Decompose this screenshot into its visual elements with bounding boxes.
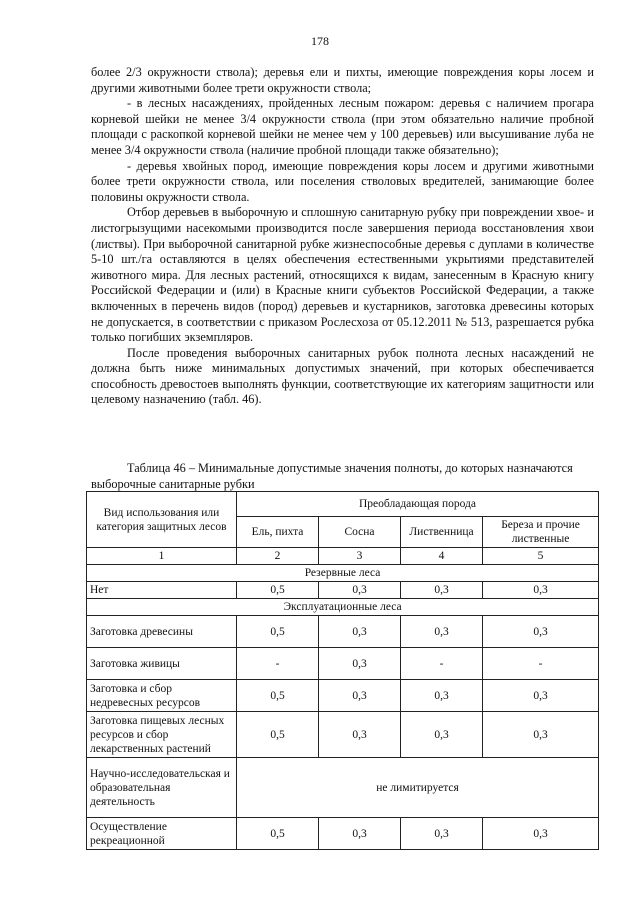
cell-value: - <box>483 648 599 680</box>
cell-value: 0,3 <box>401 616 483 648</box>
table-row <box>87 648 599 680</box>
row-label: Научно-исследовательская и образовательная деятельность <box>87 758 237 818</box>
cell-merged: не лимитируется <box>237 758 599 818</box>
column-number: 1 <box>87 548 237 565</box>
column-number: 3 <box>319 548 401 565</box>
table-row <box>87 680 599 712</box>
cell-value: 0,3 <box>401 818 483 850</box>
cell-value: 0,3 <box>483 712 599 758</box>
column-number: 5 <box>483 548 599 565</box>
cell-value: 0,3 <box>319 648 401 680</box>
table-row <box>87 582 599 599</box>
row-label: Заготовка пищевых лесных ресурсов и сбор лекарственных растений <box>87 712 237 758</box>
header-usage: Вид использования или категория защитных лесов <box>87 492 237 548</box>
cell-value: 0,5 <box>237 680 319 712</box>
cell-value: - <box>237 648 319 680</box>
cell-value: 0,3 <box>483 680 599 712</box>
cell-value: 0,5 <box>237 616 319 648</box>
table-row <box>87 758 599 818</box>
body-text <box>91 65 594 408</box>
polnota-table <box>86 491 599 850</box>
column-number-row <box>87 548 599 565</box>
cell-value: 0,3 <box>401 680 483 712</box>
header-species: Ель, пихта <box>237 517 319 548</box>
row-label: Заготовка древесины <box>87 616 237 648</box>
cell-value: 0,3 <box>483 616 599 648</box>
cell-value: 0,3 <box>401 582 483 599</box>
table-caption <box>91 461 594 492</box>
paragraph: более 2/3 окружности ствола); деревья ели и пихты, имеющие повреждения коры лосем и другими животными более трети окружности ствола; <box>91 65 594 95</box>
header-species: Береза и прочие лиственные <box>483 517 599 548</box>
paragraph: Отбор деревьев в выборочную и сплошную санитарную рубку при повреждении хвое- и листогрызущими насекомыми производится после завершения периода восстановления хвои (листвы). При выборочной санитарной рубке жизнеспособные деревья с дуплами в количестве 5-10 шт./га оставляются в целях обеспечения естественными укрытиями представителей животного мира. Для лесных растений, относящихся к видам, занесенным в Красную книгу Российской Федерации и (или) в Красные книги субъектов Российской Федерации, а также включенных в перечень видов (пород) деревьев и кустарников, заготовка древесины которых не допускается, в соответствии с приказом Рослесхоза от 05.12.2011 № 513, разрешается рубка только погибших экземпляров. <box>91 205 594 345</box>
row-label: Осуществление рекреационной <box>87 818 237 850</box>
cell-value: 0,3 <box>401 712 483 758</box>
column-number: 4 <box>401 548 483 565</box>
cell-value: 0,3 <box>319 680 401 712</box>
section-row <box>87 599 599 616</box>
cell-value: 0,3 <box>483 582 599 599</box>
table-caption-text: Таблица 46 – Минимальные допустимые значения полноты, до которых назначаются выборочные санитарные рубки <box>91 461 573 491</box>
page-number: 178 <box>311 34 329 48</box>
cell-value: - <box>401 648 483 680</box>
header-species: Лиственница <box>401 517 483 548</box>
paragraph: После проведения выборочных санитарных рубок полнота лесных насаждений не должна быть ниже минимальных допустимых значений, при которых обеспечивается способность древостоев выполнять функции, соответствующие их категориям защитности или целевому назначению (табл. 46). <box>91 345 594 407</box>
table-row <box>87 712 599 758</box>
section-row <box>87 565 599 582</box>
cell-value: 0,5 <box>237 818 319 850</box>
cell-value: 0,5 <box>237 712 319 758</box>
paragraph: - деревья хвойных пород, имеющие повреждения коры лосем и другими животными более трети окружности ствола, или поселения стволовых вредителей, занимающие более половины окружности ствола. <box>91 158 594 204</box>
paragraph: - в лесных насаждениях, пройденных лесным пожаром: деревья с наличием прогара корневой шейки не менее 3/4 окружности ствола (при этом обязательно наличие пробной площади с раскопкой корневой шейки не менее чем у 100 деревьев) или высушивание луба не менее 3/4 окружности ствола (наличие пробной площади также обязательно); <box>91 96 594 157</box>
cell-value: 0,5 <box>237 582 319 599</box>
row-label: Нет <box>87 582 237 599</box>
column-number: 2 <box>237 548 319 565</box>
cell-value: 0,3 <box>319 582 401 599</box>
cell-value: 0,3 <box>483 818 599 850</box>
table-row <box>87 616 599 648</box>
section-exploitation: Эксплуатационные леса <box>87 599 599 616</box>
row-label: Заготовка живицы <box>87 648 237 680</box>
cell-value: 0,3 <box>319 818 401 850</box>
table-header-row <box>87 492 599 517</box>
cell-value: 0,3 <box>319 616 401 648</box>
row-label: Заготовка и сбор недревесных ресурсов <box>87 680 237 712</box>
section-reserve: Резервные леса <box>87 565 599 582</box>
header-species-group: Преобладающая порода <box>237 492 599 517</box>
cell-value: 0,3 <box>319 712 401 758</box>
table-row <box>87 818 599 850</box>
header-species: Сосна <box>319 517 401 548</box>
